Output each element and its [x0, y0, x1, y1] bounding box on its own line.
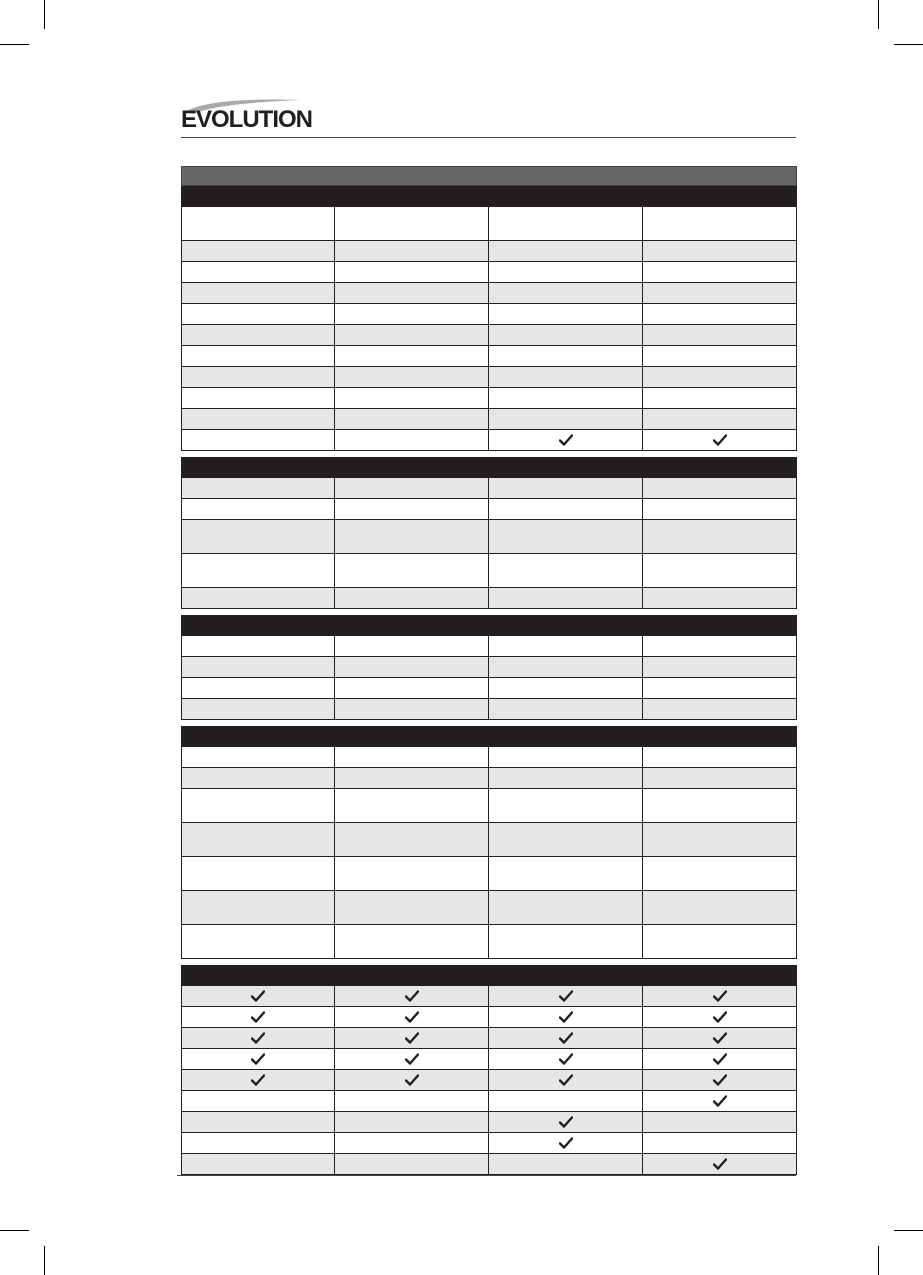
checkmark-icon [713, 1053, 727, 1065]
table-cell [643, 678, 797, 699]
table-cell [181, 241, 335, 262]
table-row [181, 478, 797, 499]
section-header-bar [181, 965, 797, 986]
crop-mark [44, 0, 45, 29]
crop-mark [878, 1246, 879, 1275]
table-cell [489, 1112, 643, 1133]
table-cell [643, 241, 797, 262]
checkmark-icon [559, 434, 573, 446]
section-header-bar [181, 457, 797, 478]
checkmark-icon [405, 1074, 419, 1086]
table-cell [489, 478, 643, 499]
table-cell [643, 207, 797, 241]
table-row [181, 283, 797, 304]
table-cell [181, 891, 335, 925]
table-cell [489, 262, 643, 283]
table-row [181, 1028, 797, 1049]
table-cell [489, 367, 643, 388]
table-cell [489, 1070, 643, 1091]
table-row [181, 1007, 797, 1028]
table-cell [643, 986, 797, 1007]
table-cell [643, 891, 797, 925]
table-cell [181, 283, 335, 304]
crop-mark [0, 44, 29, 45]
table-cell [489, 986, 643, 1007]
table-cell [643, 499, 797, 520]
table-cell [335, 478, 489, 499]
header-rule [181, 137, 796, 138]
table-cell [489, 768, 643, 789]
table-cell [181, 768, 335, 789]
table-cell [643, 1049, 797, 1070]
table-row [181, 520, 797, 554]
table-cell [335, 325, 489, 346]
table-cell [181, 699, 335, 720]
table-cell [335, 304, 489, 325]
table-row [181, 657, 797, 678]
table-cell [643, 657, 797, 678]
table-cell [181, 554, 335, 588]
checkmark-icon [559, 1074, 573, 1086]
table-cell [335, 823, 489, 857]
table-cell [489, 657, 643, 678]
table-cell [335, 678, 489, 699]
table-row [181, 388, 797, 409]
table-cell [181, 657, 335, 678]
table-row [181, 1049, 797, 1070]
table-cell [643, 262, 797, 283]
table-cell [489, 747, 643, 768]
table-cell [643, 823, 797, 857]
table-row [181, 891, 797, 925]
table-row [181, 367, 797, 388]
table-cell [335, 520, 489, 554]
table-title-bar [181, 166, 797, 186]
table-cell [489, 207, 643, 241]
table-cell [489, 388, 643, 409]
table-cell [489, 241, 643, 262]
table-cell [335, 430, 489, 451]
checkmark-icon [559, 1116, 573, 1128]
table-row [181, 409, 797, 430]
table-cell [643, 409, 797, 430]
table-cell [181, 430, 335, 451]
table-cell [335, 388, 489, 409]
table-cell [181, 1112, 335, 1133]
table-cell [643, 1070, 797, 1091]
checkmark-icon [713, 1074, 727, 1086]
checkmark-icon [713, 1095, 727, 1107]
table-cell [181, 1133, 335, 1154]
table-row [181, 768, 797, 789]
table-cell [335, 1028, 489, 1049]
table-cell [643, 388, 797, 409]
table-cell [181, 789, 335, 823]
table-cell [181, 1070, 335, 1091]
table-row [181, 1070, 797, 1091]
table-cell [643, 478, 797, 499]
table-cell [335, 986, 489, 1007]
table-cell [489, 699, 643, 720]
table-cell [643, 636, 797, 657]
checkmark-icon [559, 990, 573, 1002]
table-cell [181, 1091, 335, 1112]
table-cell [335, 262, 489, 283]
table-row [181, 346, 797, 367]
table-row [181, 678, 797, 699]
table-row [181, 925, 797, 959]
table-cell [643, 283, 797, 304]
table-cell [489, 588, 643, 609]
table-cell [489, 346, 643, 367]
table-row [181, 1091, 797, 1112]
checkmark-icon [405, 1053, 419, 1065]
table-cell [489, 283, 643, 304]
table-cell [181, 1154, 335, 1175]
table-cell [335, 747, 489, 768]
table-cell [489, 409, 643, 430]
table-cell [489, 789, 643, 823]
table-cell [643, 1028, 797, 1049]
checkmark-icon [251, 1032, 265, 1044]
table-row [181, 789, 797, 823]
table-cell [489, 520, 643, 554]
table-cell [181, 325, 335, 346]
table-cell [335, 891, 489, 925]
table-cell [335, 283, 489, 304]
table-cell [643, 325, 797, 346]
section-header-bar [181, 726, 797, 747]
table-cell [335, 346, 489, 367]
crop-mark [894, 1230, 923, 1231]
table-cell [181, 304, 335, 325]
table-cell [335, 699, 489, 720]
table-cell [335, 1112, 489, 1133]
table-row [181, 857, 797, 891]
table-cell [335, 1154, 489, 1175]
checkmark-icon [251, 1074, 265, 1086]
table-cell [181, 986, 335, 1007]
table-cell [643, 925, 797, 959]
checkmark-icon [405, 990, 419, 1002]
checkmark-icon [713, 434, 727, 446]
table-cell [335, 367, 489, 388]
table-cell [181, 636, 335, 657]
table-cell [181, 747, 335, 768]
table-cell [335, 857, 489, 891]
table-cell [181, 499, 335, 520]
checkmark-icon [713, 1011, 727, 1023]
table-cell [489, 1133, 643, 1154]
table-row [181, 430, 797, 451]
table-cell [335, 636, 489, 657]
table-cell [335, 588, 489, 609]
table-cell [489, 554, 643, 588]
table-cell [643, 1112, 797, 1133]
table-cell [489, 857, 643, 891]
section-header-bar [181, 186, 797, 207]
table-cell [181, 367, 335, 388]
table-cell [489, 891, 643, 925]
table-cell [489, 499, 643, 520]
checkmark-icon [405, 1011, 419, 1023]
table-row [181, 499, 797, 520]
crop-mark [894, 44, 923, 45]
table-cell [335, 409, 489, 430]
table-cell [643, 747, 797, 768]
table-sections [181, 186, 797, 1175]
table-cell [643, 789, 797, 823]
evolution-logo [181, 96, 331, 132]
crop-mark [878, 0, 879, 29]
table-row [181, 699, 797, 720]
table-cell [489, 1007, 643, 1028]
table-cell [181, 262, 335, 283]
table-cell [643, 520, 797, 554]
checkmark-icon [713, 1158, 727, 1170]
table-cell [181, 925, 335, 959]
checkmark-icon [251, 990, 265, 1002]
checkmark-icon [559, 1011, 573, 1023]
table-row [181, 554, 797, 588]
table-cell [181, 346, 335, 367]
table-cell [643, 1091, 797, 1112]
table-row [181, 636, 797, 657]
checkmark-icon [559, 1053, 573, 1065]
table-section [181, 615, 797, 720]
table-cell [335, 1133, 489, 1154]
table-cell [335, 1007, 489, 1028]
table-cell [335, 1091, 489, 1112]
table-cell [489, 325, 643, 346]
section-header-bar [181, 615, 797, 636]
crop-mark [0, 1230, 29, 1231]
checkmark-icon [405, 1032, 419, 1044]
table-cell [489, 1154, 643, 1175]
checkmark-icon [251, 1053, 265, 1065]
table-cell [489, 678, 643, 699]
checkmark-icon [251, 1011, 265, 1023]
table-cell [643, 1007, 797, 1028]
checkmark-icon [713, 1032, 727, 1044]
table-row [181, 262, 797, 283]
table-cell [643, 857, 797, 891]
table-cell [181, 388, 335, 409]
table-cell [643, 346, 797, 367]
table-row [181, 1133, 797, 1154]
table-cell [181, 823, 335, 857]
table-cell [643, 554, 797, 588]
table-cell [335, 1049, 489, 1070]
table-cell [181, 678, 335, 699]
table-section [181, 726, 797, 959]
table-cell [181, 1007, 335, 1028]
table-section [181, 457, 797, 609]
table-cell [489, 430, 643, 451]
table-row [181, 986, 797, 1007]
logo-wordmark: EVOLUTION [181, 106, 313, 132]
spec-table [181, 166, 797, 1181]
table-cell [489, 823, 643, 857]
table-row [181, 241, 797, 262]
table-cell [181, 409, 335, 430]
checkmark-icon [559, 1032, 573, 1044]
table-cell [643, 1133, 797, 1154]
table-section [181, 186, 797, 451]
table-cell [181, 478, 335, 499]
table-cell [335, 925, 489, 959]
table-cell [181, 1049, 335, 1070]
table-cell [335, 768, 489, 789]
table-row [181, 304, 797, 325]
table-cell [335, 207, 489, 241]
footer-rule [177, 1175, 796, 1176]
table-cell [335, 1070, 489, 1091]
table-cell [489, 636, 643, 657]
table-cell [643, 1154, 797, 1175]
table-row [181, 588, 797, 609]
checkmark-icon [559, 1137, 573, 1149]
table-row [181, 325, 797, 346]
table-row [181, 1154, 797, 1175]
table-section [181, 965, 797, 1175]
table-row [181, 207, 797, 241]
table-cell [181, 588, 335, 609]
table-row [181, 747, 797, 768]
table-cell [489, 304, 643, 325]
table-row [181, 823, 797, 857]
checkmark-icon [713, 990, 727, 1002]
table-cell [335, 499, 489, 520]
table-cell [643, 304, 797, 325]
table-row [181, 1112, 797, 1133]
table-cell [489, 1091, 643, 1112]
table-cell [643, 768, 797, 789]
table-cell [643, 588, 797, 609]
table-cell [335, 789, 489, 823]
table-cell [643, 367, 797, 388]
table-cell [489, 1028, 643, 1049]
table-cell [489, 925, 643, 959]
table-cell [643, 430, 797, 451]
table-cell [181, 1028, 335, 1049]
crop-mark [44, 1246, 45, 1275]
table-cell [335, 554, 489, 588]
table-cell [335, 657, 489, 678]
table-cell [181, 520, 335, 554]
table-cell [335, 241, 489, 262]
table-cell [181, 857, 335, 891]
table-cell [489, 1049, 643, 1070]
table-cell [181, 207, 335, 241]
table-cell [643, 699, 797, 720]
